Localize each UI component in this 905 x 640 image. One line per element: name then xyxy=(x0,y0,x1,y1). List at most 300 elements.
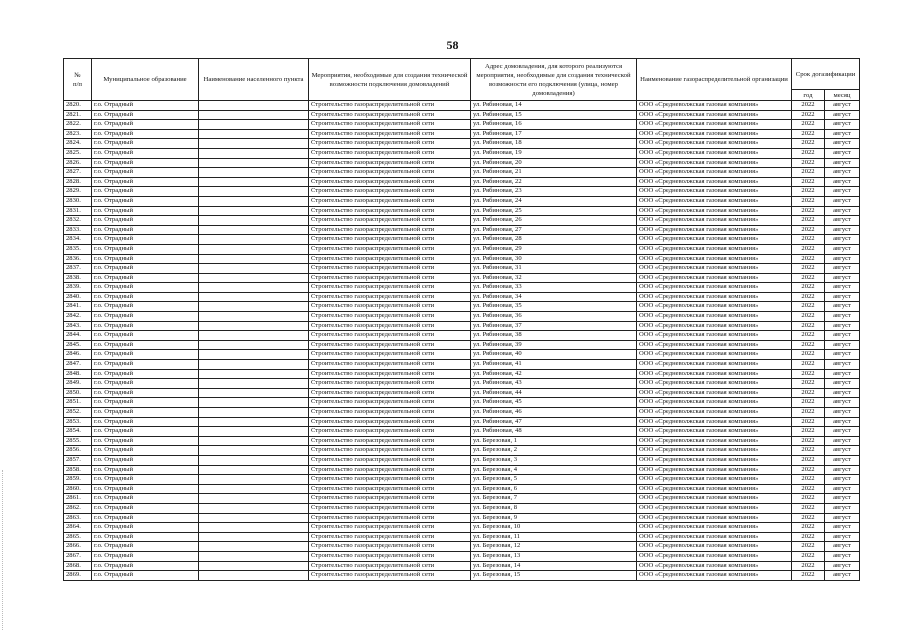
cell-number: 2838. xyxy=(64,273,92,283)
cell-year: 2022 xyxy=(792,475,825,485)
cell-number: 2856. xyxy=(64,446,92,456)
cell-municipality: г.о. Отрадный xyxy=(92,484,199,494)
cell-month: август xyxy=(825,168,860,178)
cell-settlement xyxy=(199,350,309,360)
header-number-symbol: № xyxy=(74,71,81,79)
cell-municipality: г.о. Отрадный xyxy=(92,158,199,168)
cell-number: 2834. xyxy=(64,235,92,245)
cell-address: ул. Березовая, 2 xyxy=(471,446,637,456)
cell-year: 2022 xyxy=(792,503,825,513)
cell-measures: Строительство газораспределительной сети xyxy=(309,264,471,274)
cell-municipality: г.о. Отрадный xyxy=(92,436,199,446)
register-table xyxy=(63,58,860,581)
cell-year: 2022 xyxy=(792,101,825,111)
cell-year: 2022 xyxy=(792,206,825,216)
cell-address: ул. Рябиновая, 41 xyxy=(471,360,637,370)
cell-organization: ООО «Средневолжская газовая компания» xyxy=(637,388,792,398)
cell-address: ул. Березовая, 9 xyxy=(471,513,637,523)
cell-number: 2842. xyxy=(64,312,92,322)
cell-year: 2022 xyxy=(792,273,825,283)
cell-municipality: г.о. Отрадный xyxy=(92,542,199,552)
cell-address: ул. Рябиновая, 20 xyxy=(471,158,637,168)
cell-number: 2821. xyxy=(64,110,92,120)
cell-settlement xyxy=(199,503,309,513)
cell-municipality: г.о. Отрадный xyxy=(92,561,199,571)
cell-municipality: г.о. Отрадный xyxy=(92,417,199,427)
cell-address: ул. Рябиновая, 37 xyxy=(471,321,637,331)
cell-settlement xyxy=(199,187,309,197)
cell-measures: Строительство газораспределительной сети xyxy=(309,321,471,331)
cell-municipality: г.о. Отрадный xyxy=(92,206,199,216)
cell-number: 2841. xyxy=(64,302,92,312)
cell-organization: ООО «Средневолжская газовая компания» xyxy=(637,110,792,120)
cell-address: ул. Рябиновая, 45 xyxy=(471,398,637,408)
cell-municipality: г.о. Отрадный xyxy=(92,340,199,350)
cell-year: 2022 xyxy=(792,235,825,245)
cell-settlement xyxy=(199,542,309,552)
cell-number: 2823. xyxy=(64,129,92,139)
cell-settlement xyxy=(199,206,309,216)
cell-measures: Строительство газораспределительной сети xyxy=(309,388,471,398)
cell-number: 2829. xyxy=(64,187,92,197)
cell-measures: Строительство газораспределительной сети xyxy=(309,158,471,168)
cell-municipality: г.о. Отрадный xyxy=(92,312,199,322)
cell-measures: Строительство газораспределительной сети xyxy=(309,283,471,293)
cell-month: август xyxy=(825,177,860,187)
cell-year: 2022 xyxy=(792,187,825,197)
cell-organization: ООО «Средневолжская газовая компания» xyxy=(637,475,792,485)
cell-measures: Строительство газораспределительной сети xyxy=(309,177,471,187)
table-row xyxy=(64,244,860,254)
cell-measures: Строительство газораспределительной сети xyxy=(309,206,471,216)
table-row xyxy=(64,551,860,561)
cell-organization: ООО «Средневолжская газовая компания» xyxy=(637,436,792,446)
cell-measures: Строительство газораспределительной сети xyxy=(309,369,471,379)
cell-month: август xyxy=(825,292,860,302)
cell-month: август xyxy=(825,196,860,206)
cell-organization: ООО «Средневолжская газовая компания» xyxy=(637,494,792,504)
cell-year: 2022 xyxy=(792,388,825,398)
cell-address: ул. Березовая, 3 xyxy=(471,455,637,465)
cell-measures: Строительство газораспределительной сети xyxy=(309,532,471,542)
cell-organization: ООО «Средневолжская газовая компания» xyxy=(637,292,792,302)
cell-measures: Строительство газораспределительной сети xyxy=(309,436,471,446)
table-row xyxy=(64,331,860,341)
cell-address: ул. Березовая, 11 xyxy=(471,532,637,542)
cell-measures: Строительство газораспределительной сети xyxy=(309,417,471,427)
cell-municipality: г.о. Отрадный xyxy=(92,216,199,226)
cell-settlement xyxy=(199,225,309,235)
cell-address: ул. Рябиновая, 16 xyxy=(471,120,637,130)
cell-settlement xyxy=(199,360,309,370)
cell-municipality: г.о. Отрадный xyxy=(92,120,199,130)
cell-settlement xyxy=(199,446,309,456)
cell-municipality: г.о. Отрадный xyxy=(92,388,199,398)
cell-year: 2022 xyxy=(792,379,825,389)
cell-settlement xyxy=(199,388,309,398)
cell-municipality: г.о. Отрадный xyxy=(92,571,199,581)
cell-organization: ООО «Средневолжская газовая компания» xyxy=(637,446,792,456)
cell-address: ул. Березовая, 7 xyxy=(471,494,637,504)
cell-municipality: г.о. Отрадный xyxy=(92,235,199,245)
cell-measures: Строительство газораспределительной сети xyxy=(309,503,471,513)
cell-month: август xyxy=(825,388,860,398)
cell-address: ул. Рябиновая, 18 xyxy=(471,139,637,149)
cell-month: август xyxy=(825,110,860,120)
page-number: 58 xyxy=(446,38,459,52)
cell-settlement xyxy=(199,302,309,312)
cell-number: 2850. xyxy=(64,388,92,398)
cell-number: 2847. xyxy=(64,360,92,370)
cell-month: август xyxy=(825,206,860,216)
cell-measures: Строительство газораспределительной сети xyxy=(309,139,471,149)
cell-year: 2022 xyxy=(792,436,825,446)
cell-organization: ООО «Средневолжская газовая компания» xyxy=(637,532,792,542)
cell-number: 2851. xyxy=(64,398,92,408)
cell-measures: Строительство газораспределительной сети xyxy=(309,571,471,581)
cell-organization: ООО «Средневолжская газовая компания» xyxy=(637,551,792,561)
cell-address: ул. Березовая, 10 xyxy=(471,523,637,533)
cell-month: август xyxy=(825,101,860,111)
cell-organization: ООО «Средневолжская газовая компания» xyxy=(637,148,792,158)
cell-organization: ООО «Средневолжская газовая компания» xyxy=(637,254,792,264)
table-row xyxy=(64,465,860,475)
cell-month: август xyxy=(825,225,860,235)
cell-number: 2830. xyxy=(64,196,92,206)
table-row xyxy=(64,398,860,408)
cell-municipality: г.о. Отрадный xyxy=(92,523,199,533)
cell-number: 2835. xyxy=(64,244,92,254)
cell-address: ул. Рябиновая, 44 xyxy=(471,388,637,398)
cell-municipality: г.о. Отрадный xyxy=(92,139,199,149)
cell-organization: ООО «Средневолжская газовая компания» xyxy=(637,302,792,312)
cell-organization: ООО «Средневолжская газовая компания» xyxy=(637,398,792,408)
table-row xyxy=(64,494,860,504)
table-row xyxy=(64,417,860,427)
cell-number: 2855. xyxy=(64,436,92,446)
cell-month: август xyxy=(825,494,860,504)
cell-year: 2022 xyxy=(792,532,825,542)
cell-measures: Строительство газораспределительной сети xyxy=(309,446,471,456)
cell-year: 2022 xyxy=(792,542,825,552)
cell-address: ул. Рябиновая, 21 xyxy=(471,168,637,178)
cell-measures: Строительство газораспределительной сети xyxy=(309,196,471,206)
cell-organization: ООО «Средневолжская газовая компания» xyxy=(637,360,792,370)
cell-settlement xyxy=(199,101,309,111)
cell-settlement xyxy=(199,283,309,293)
cell-year: 2022 xyxy=(792,494,825,504)
table-row xyxy=(64,475,860,485)
cell-number: 2854. xyxy=(64,427,92,437)
cell-month: август xyxy=(825,302,860,312)
cell-settlement xyxy=(199,168,309,178)
cell-municipality: г.о. Отрадный xyxy=(92,369,199,379)
cell-month: август xyxy=(825,436,860,446)
cell-year: 2022 xyxy=(792,455,825,465)
cell-settlement xyxy=(199,465,309,475)
cell-number: 2820. xyxy=(64,101,92,111)
cell-settlement xyxy=(199,158,309,168)
cell-year: 2022 xyxy=(792,571,825,581)
cell-municipality: г.о. Отрадный xyxy=(92,398,199,408)
cell-address: ул. Рябиновая, 46 xyxy=(471,408,637,418)
cell-year: 2022 xyxy=(792,129,825,139)
cell-month: август xyxy=(825,408,860,418)
cell-year: 2022 xyxy=(792,244,825,254)
cell-address: ул. Рябиновая, 43 xyxy=(471,379,637,389)
cell-municipality: г.о. Отрадный xyxy=(92,494,199,504)
cell-number: 2827. xyxy=(64,168,92,178)
table-row xyxy=(64,148,860,158)
cell-measures: Строительство газораспределительной сети xyxy=(309,513,471,523)
cell-number: 2867. xyxy=(64,551,92,561)
header-measures: Мероприятия, необходимые для создания технической возможности подключения домовладений xyxy=(309,59,471,101)
cell-number: 2864. xyxy=(64,523,92,533)
cell-measures: Строительство газораспределительной сети xyxy=(309,523,471,533)
cell-month: август xyxy=(825,475,860,485)
cell-municipality: г.о. Отрадный xyxy=(92,513,199,523)
table-row xyxy=(64,196,860,206)
cell-number: 2857. xyxy=(64,455,92,465)
table-row xyxy=(64,312,860,322)
table-row xyxy=(64,158,860,168)
cell-measures: Строительство газораспределительной сети xyxy=(309,148,471,158)
cell-settlement xyxy=(199,216,309,226)
cell-settlement xyxy=(199,523,309,533)
cell-address: ул. Рябиновая, 39 xyxy=(471,340,637,350)
table-row xyxy=(64,216,860,226)
cell-address: ул. Березовая, 15 xyxy=(471,571,637,581)
cell-settlement xyxy=(199,532,309,542)
cell-municipality: г.о. Отрадный xyxy=(92,292,199,302)
cell-measures: Строительство газораспределительной сети xyxy=(309,129,471,139)
cell-municipality: г.о. Отрадный xyxy=(92,360,199,370)
cell-municipality: г.о. Отрадный xyxy=(92,148,199,158)
cell-settlement xyxy=(199,571,309,581)
cell-measures: Строительство газораспределительной сети xyxy=(309,216,471,226)
cell-number: 2837. xyxy=(64,264,92,274)
header-year: год xyxy=(792,90,825,101)
cell-year: 2022 xyxy=(792,139,825,149)
cell-month: август xyxy=(825,455,860,465)
cell-month: август xyxy=(825,571,860,581)
cell-number: 2865. xyxy=(64,532,92,542)
cell-measures: Строительство газораспределительной сети xyxy=(309,350,471,360)
cell-month: август xyxy=(825,523,860,533)
cell-measures: Строительство газораспределительной сети xyxy=(309,465,471,475)
cell-organization: ООО «Средневолжская газовая компания» xyxy=(637,129,792,139)
cell-number: 2862. xyxy=(64,503,92,513)
cell-number: 2853. xyxy=(64,417,92,427)
cell-month: август xyxy=(825,139,860,149)
table-row xyxy=(64,513,860,523)
cell-number: 2863. xyxy=(64,513,92,523)
cell-month: август xyxy=(825,312,860,322)
cell-year: 2022 xyxy=(792,168,825,178)
cell-month: август xyxy=(825,273,860,283)
cell-number: 2859. xyxy=(64,475,92,485)
cell-settlement xyxy=(199,129,309,139)
cell-settlement xyxy=(199,235,309,245)
cell-address: ул. Рябиновая, 30 xyxy=(471,254,637,264)
cell-month: август xyxy=(825,350,860,360)
cell-month: август xyxy=(825,158,860,168)
cell-organization: ООО «Средневолжская газовая компания» xyxy=(637,417,792,427)
cell-address: ул. Рябиновая, 15 xyxy=(471,110,637,120)
cell-month: август xyxy=(825,551,860,561)
table-row xyxy=(64,571,860,581)
cell-organization: ООО «Средневолжская газовая компания» xyxy=(637,283,792,293)
cell-settlement xyxy=(199,436,309,446)
cell-settlement xyxy=(199,196,309,206)
table-row xyxy=(64,101,860,111)
cell-municipality: г.о. Отрадный xyxy=(92,331,199,341)
cell-organization: ООО «Средневолжская газовая компания» xyxy=(637,331,792,341)
cell-number: 2826. xyxy=(64,158,92,168)
cell-municipality: г.о. Отрадный xyxy=(92,225,199,235)
table-row xyxy=(64,561,860,571)
cell-month: август xyxy=(825,148,860,158)
cell-measures: Строительство газораспределительной сети xyxy=(309,312,471,322)
cell-month: август xyxy=(825,283,860,293)
table-row xyxy=(64,542,860,552)
cell-month: август xyxy=(825,331,860,341)
cell-month: август xyxy=(825,503,860,513)
cell-municipality: г.о. Отрадный xyxy=(92,110,199,120)
cell-settlement xyxy=(199,177,309,187)
cell-address: ул. Березовая, 14 xyxy=(471,561,637,571)
cell-organization: ООО «Средневолжская газовая компания» xyxy=(637,225,792,235)
cell-year: 2022 xyxy=(792,360,825,370)
header-number-sub: п/п xyxy=(72,80,83,88)
cell-settlement xyxy=(199,494,309,504)
cell-settlement xyxy=(199,244,309,254)
cell-address: ул. Рябиновая, 25 xyxy=(471,206,637,216)
cell-organization: ООО «Средневолжская газовая компания» xyxy=(637,369,792,379)
cell-address: ул. Рябиновая, 38 xyxy=(471,331,637,341)
cell-month: август xyxy=(825,379,860,389)
cell-year: 2022 xyxy=(792,417,825,427)
cell-address: ул. Березовая, 13 xyxy=(471,551,637,561)
scan-edge-mark xyxy=(2,470,7,630)
cell-address: ул. Рябиновая, 32 xyxy=(471,273,637,283)
table-row xyxy=(64,139,860,149)
cell-measures: Строительство газораспределительной сети xyxy=(309,475,471,485)
cell-year: 2022 xyxy=(792,321,825,331)
table-row xyxy=(64,235,860,245)
cell-address: ул. Рябиновая, 42 xyxy=(471,369,637,379)
table-row xyxy=(64,484,860,494)
cell-organization: ООО «Средневолжская газовая компания» xyxy=(637,340,792,350)
table-row xyxy=(64,340,860,350)
table-row xyxy=(64,129,860,139)
cell-address: ул. Березовая, 12 xyxy=(471,542,637,552)
cell-address: ул. Рябиновая, 31 xyxy=(471,264,637,274)
cell-organization: ООО «Средневолжская газовая компания» xyxy=(637,264,792,274)
cell-number: 2831. xyxy=(64,206,92,216)
cell-address: ул. Березовая, 8 xyxy=(471,503,637,513)
table-header xyxy=(64,59,860,101)
cell-year: 2022 xyxy=(792,225,825,235)
cell-organization: ООО «Средневолжская газовая компания» xyxy=(637,408,792,418)
cell-year: 2022 xyxy=(792,427,825,437)
cell-measures: Строительство газораспределительной сети xyxy=(309,542,471,552)
cell-year: 2022 xyxy=(792,446,825,456)
cell-address: ул. Рябиновая, 19 xyxy=(471,148,637,158)
cell-number: 2845. xyxy=(64,340,92,350)
cell-month: август xyxy=(825,446,860,456)
table-row xyxy=(64,110,860,120)
cell-number: 2839. xyxy=(64,283,92,293)
cell-number: 2825. xyxy=(64,148,92,158)
cell-year: 2022 xyxy=(792,254,825,264)
cell-year: 2022 xyxy=(792,264,825,274)
cell-measures: Строительство газораспределительной сети xyxy=(309,302,471,312)
cell-municipality: г.о. Отрадный xyxy=(92,187,199,197)
cell-settlement xyxy=(199,148,309,158)
cell-settlement xyxy=(199,561,309,571)
table-row xyxy=(64,436,860,446)
cell-measures: Строительство газораспределительной сети xyxy=(309,101,471,111)
cell-month: август xyxy=(825,561,860,571)
header-address: Адрес домовладения, для которого реализуются мероприятия, необходимые для создания технической возможности его подключения (улица, номер домовладения) xyxy=(471,59,637,101)
cell-municipality: г.о. Отрадный xyxy=(92,273,199,283)
table-row xyxy=(64,427,860,437)
cell-address: ул. Рябиновая, 33 xyxy=(471,283,637,293)
table-row xyxy=(64,292,860,302)
cell-address: ул. Рябиновая, 24 xyxy=(471,196,637,206)
cell-organization: ООО «Средневолжская газовая компания» xyxy=(637,379,792,389)
cell-address: ул. Березовая, 5 xyxy=(471,475,637,485)
table-row xyxy=(64,503,860,513)
table-row xyxy=(64,225,860,235)
cell-organization: ООО «Средневолжская газовая компания» xyxy=(637,561,792,571)
cell-month: август xyxy=(825,513,860,523)
table-row xyxy=(64,446,860,456)
cell-settlement xyxy=(199,513,309,523)
cell-month: август xyxy=(825,129,860,139)
cell-year: 2022 xyxy=(792,283,825,293)
cell-settlement xyxy=(199,292,309,302)
cell-month: август xyxy=(825,465,860,475)
cell-settlement xyxy=(199,475,309,485)
header-organization: Наименование газораспределительной организации xyxy=(637,59,792,101)
cell-address: ул. Рябиновая, 17 xyxy=(471,129,637,139)
cell-settlement xyxy=(199,254,309,264)
table-row xyxy=(64,350,860,360)
cell-year: 2022 xyxy=(792,158,825,168)
cell-organization: ООО «Средневолжская газовая компания» xyxy=(637,455,792,465)
cell-municipality: г.о. Отрадный xyxy=(92,321,199,331)
cell-number: 2849. xyxy=(64,379,92,389)
cell-settlement xyxy=(199,455,309,465)
cell-municipality: г.о. Отрадный xyxy=(92,196,199,206)
cell-month: август xyxy=(825,417,860,427)
cell-municipality: г.о. Отрадный xyxy=(92,244,199,254)
cell-address: ул. Березовая, 6 xyxy=(471,484,637,494)
table-row xyxy=(64,408,860,418)
cell-year: 2022 xyxy=(792,120,825,130)
cell-year: 2022 xyxy=(792,216,825,226)
cell-month: август xyxy=(825,360,860,370)
cell-number: 2840. xyxy=(64,292,92,302)
table-row xyxy=(64,302,860,312)
cell-year: 2022 xyxy=(792,465,825,475)
table-row xyxy=(64,177,860,187)
cell-municipality: г.о. Отрадный xyxy=(92,101,199,111)
cell-year: 2022 xyxy=(792,350,825,360)
cell-organization: ООО «Средневолжская газовая компания» xyxy=(637,244,792,254)
